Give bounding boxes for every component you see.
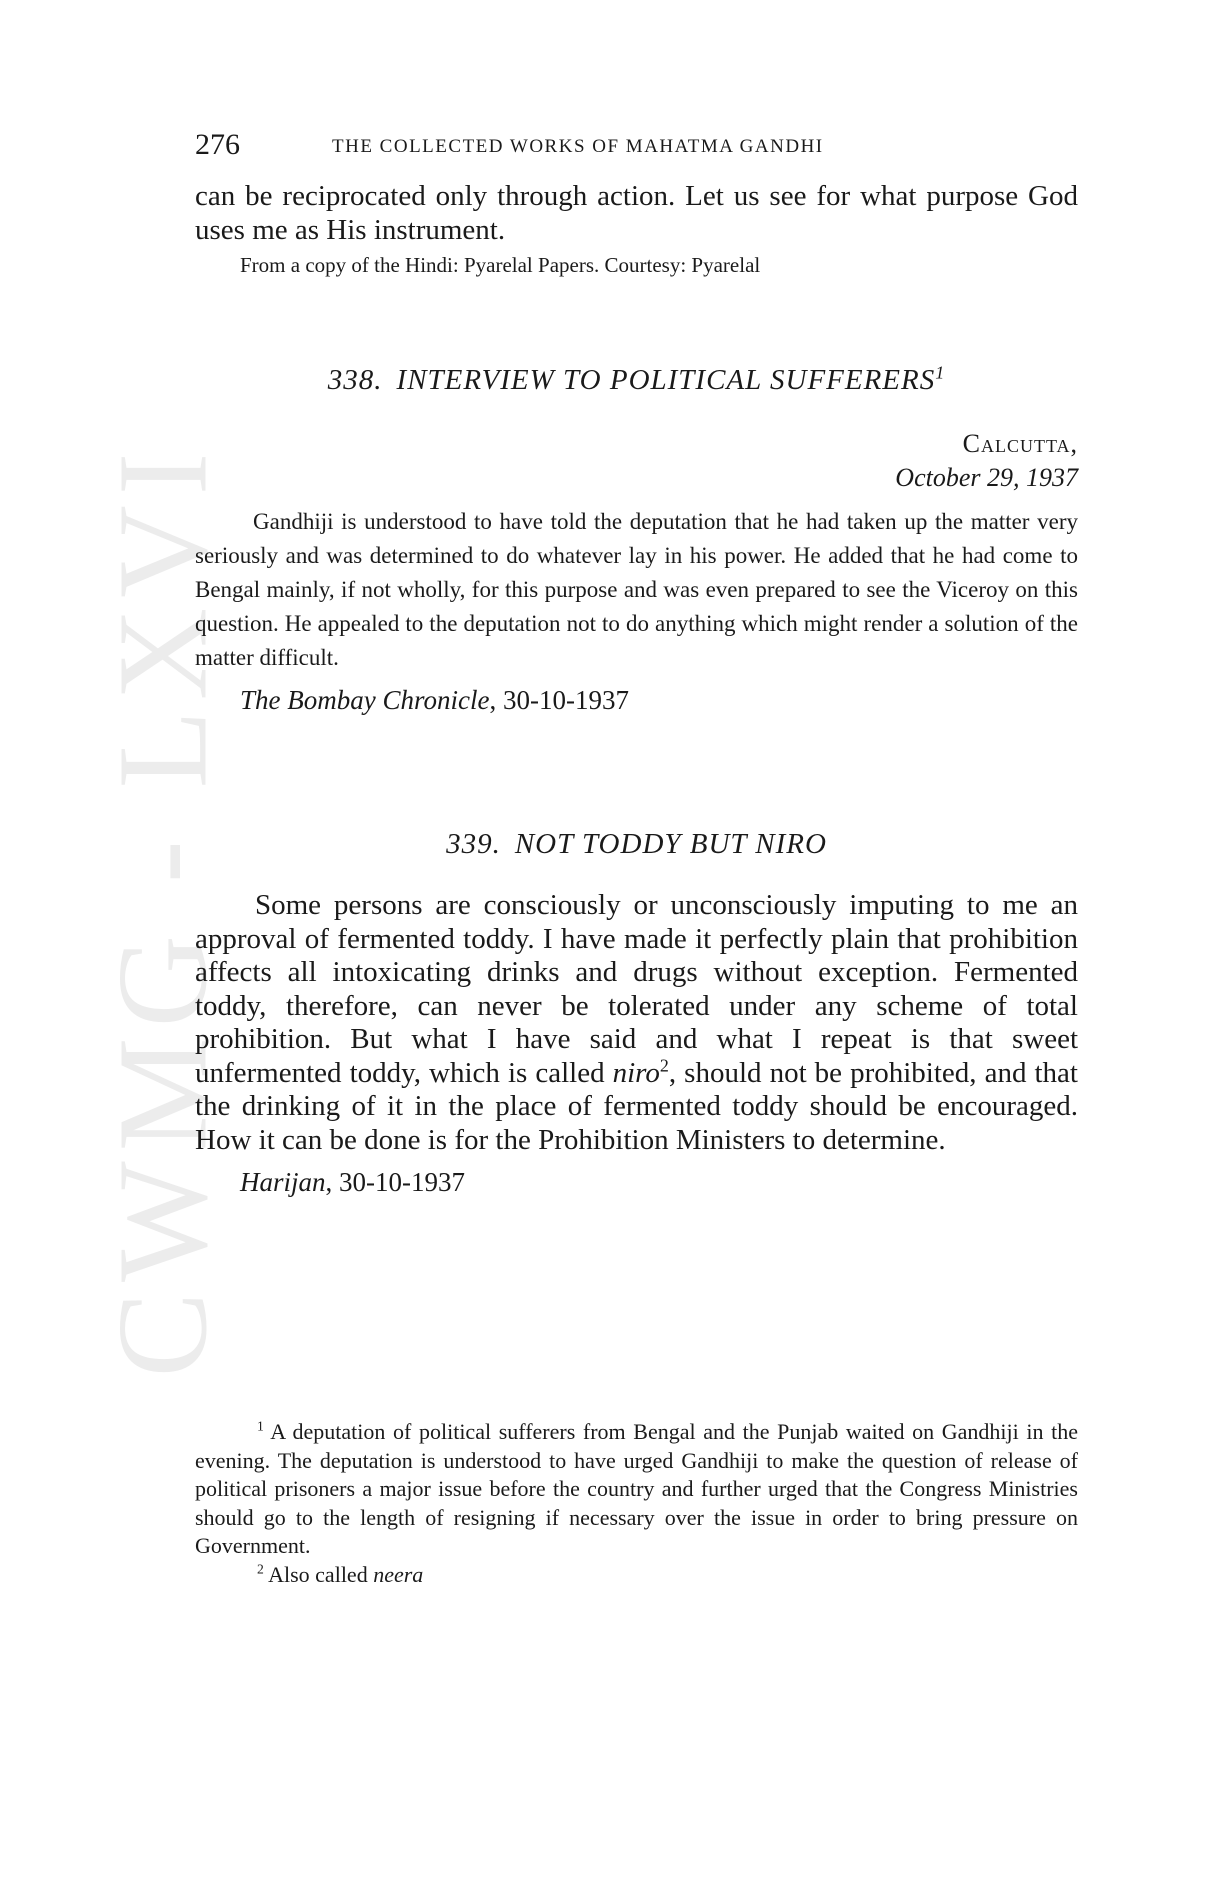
watermark-text: CWMG - LXVI	[91, 442, 234, 1378]
item-339-title-text: NOT TODDY BUT NIRO	[514, 828, 827, 860]
item-339-source	[195, 1167, 1078, 1198]
item-338-source-title: The Bombay Chronicle	[240, 685, 490, 715]
item-339-body-italic: niro	[612, 1056, 660, 1089]
item-338-title	[195, 364, 1078, 397]
item-339-title	[195, 828, 1078, 861]
running-head: THE COLLECTED WORKS OF MAHATMA GANDHI	[332, 136, 824, 157]
item-339-source-title: Harijan	[240, 1167, 326, 1197]
item-339-source-date: , 30-10-1937	[325, 1167, 465, 1197]
continuation-paragraph: can be reciprocated only through action. Let us see for what purpose God uses me as His instrument.	[195, 180, 1078, 246]
footnote-2-text: Also called	[268, 1561, 374, 1587]
footnote-1-marker: 1	[257, 1418, 264, 1434]
item-339	[195, 828, 1078, 1198]
item-339-body-start: Some persons are consciously or unconsciously imputing to me an approval of fermented toddy. I have made it perfectly plain that prohibition affects all intoxicating drinks and drugs without exception. Fermented toddy, therefore, can never be tolerated under any scheme of total prohibition. But what I have said and what I repeat is that sweet unfermented toddy, which is called	[195, 889, 1078, 1089]
item-338-title-text: INTERVIEW TO POLITICAL SUFFERERS	[396, 364, 936, 396]
item-339-number: 339.	[446, 828, 501, 860]
footnote-2-marker: 2	[257, 1561, 264, 1577]
page-number: 276	[195, 128, 240, 161]
item-338-place: Calcutta,	[962, 429, 1078, 458]
footnote-2-italic: neera	[373, 1561, 424, 1587]
footnote-ref-2: 2	[659, 1054, 669, 1075]
item-338-source-date: , 30-10-1937	[489, 685, 629, 715]
item-339-body	[195, 889, 1078, 1157]
item-338	[195, 364, 1078, 716]
page-header	[195, 128, 1078, 168]
item-338-source	[195, 685, 1078, 716]
item-338-date: October 29, 1937	[895, 463, 1078, 492]
footnotes	[195, 1418, 1078, 1589]
footnote-1	[195, 1418, 1078, 1561]
continuation-block	[195, 180, 1078, 278]
footnote-ref-1: 1	[935, 362, 946, 383]
item-339-body-end: , should not be prohibited, and that the drinking of it in the place of fermented toddy should be encouraged. How it can be done is for the Prohibition Ministers to determine.	[195, 1056, 1078, 1156]
item-338-body: Gandhiji is understood to have told the deputation that he had taken up the matter very seriously and was determined to do whatever lay in his power. He added that he had come to Bengal mainly, if not wholly, for this purpose and was even prepared to see the Viceroy on this question. He appealed to the deputation not to do anything which might render a solution of the matter difficult.	[195, 509, 1078, 670]
footnote-2	[195, 1561, 1078, 1590]
item-338-dateline	[195, 427, 1078, 495]
item-338-number: 338.	[327, 364, 383, 396]
continuation-source: From a copy of the Hindi: Pyarelal Papers. Courtesy: Pyarelal	[240, 253, 761, 277]
footnote-1-text: A deputation of political sufferers from Bengal and the Punjab waited on Gandhiji in the evening. The deputation is understood to have urged Gandhiji to make the question of release of political prisoners a major issue before the country and further urged that the Congress Ministries should go to the length of resigning if necessary over the issue in order to bring pressure on Government.	[195, 1419, 1078, 1558]
